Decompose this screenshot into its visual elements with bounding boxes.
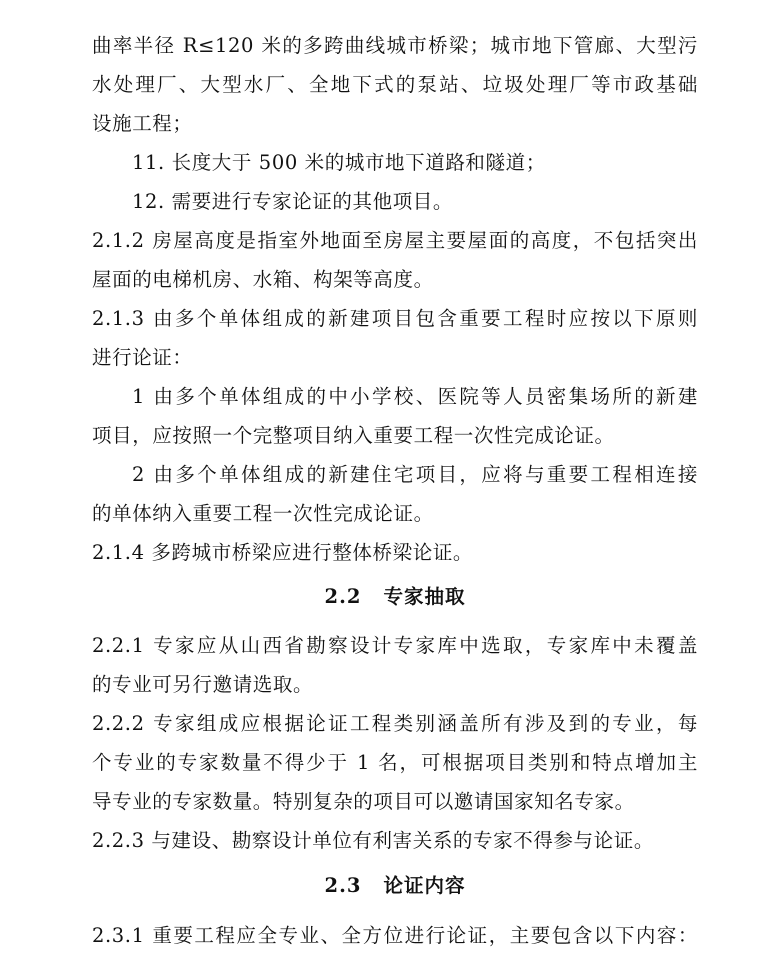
section-number: 2.3 [324, 874, 362, 897]
clause-2-1-3: 2.1.3 由多个单体组成的新建项目包含重要工程时应按以下原则 [92, 307, 698, 330]
text-line: 曲率半径 R≤120 米的多跨曲线城市桥梁；城市地下管廊、大型污 [92, 34, 698, 57]
clause-2-2-3: 2.2.3 与建设、勘察设计单位有利害关系的专家不得参与论证。 [92, 829, 654, 852]
section-heading-2-3 [92, 873, 698, 899]
text-line: 进行论证： [92, 346, 193, 369]
text-line: 的单体纳入重要工程一次性完成论证。 [92, 502, 434, 525]
clause-2-1-4: 2.1.4 多跨城市桥梁应进行整体桥梁论证。 [92, 541, 474, 564]
section-title: 专家抽取 [383, 585, 466, 608]
text-line: 屋面的电梯机房、水箱、构架等高度。 [92, 268, 434, 291]
list-item-1: 1 由多个单体组成的中小学校、医院等人员密集场所的新建 [132, 385, 698, 408]
clause-2-3-1: 2.3.1 重要工程应全专业、全方位进行论证，主要包含以下内容： [92, 924, 698, 947]
section-title: 论证内容 [383, 874, 466, 897]
clause-2-1-2: 2.1.2 房屋高度是指室外地面至房屋主要屋面的高度，不包括突出 [92, 229, 698, 252]
text-line: 导专业的专家数量。特别复杂的项目可以邀请国家知名专家。 [92, 790, 635, 813]
section-heading-2-2 [92, 584, 698, 610]
text-line: 个专业的专家数量不得少于 1 名，可根据项目类别和特点增加主 [92, 751, 698, 774]
section-number: 2.2 [324, 585, 362, 608]
list-item-2: 2 由多个单体组成的新建住宅项目，应将与重要工程相连接 [132, 463, 698, 486]
clause-2-2-1: 2.2.1 专家应从山西省勘察设计专家库中选取，专家库中未覆盖 [92, 634, 698, 657]
clause-2-2-2: 2.2.2 专家组成应根据论证工程类别涵盖所有涉及到的专业，每 [92, 712, 698, 735]
text-line: 项目，应按照一个完整项目纳入重要工程一次性完成论证。 [92, 424, 615, 447]
text-line: 设施工程； [92, 112, 193, 135]
text-line: 的专业可另行邀请选取。 [92, 673, 314, 696]
list-item-11: 11. 长度大于 500 米的城市地下道路和隧道； [132, 151, 546, 174]
text-line: 水处理厂、大型水厂、全地下式的泵站、垃圾处理厂等市政基础 [92, 73, 698, 96]
list-item-12: 12. 需要进行专家论证的其他项目。 [132, 190, 454, 213]
